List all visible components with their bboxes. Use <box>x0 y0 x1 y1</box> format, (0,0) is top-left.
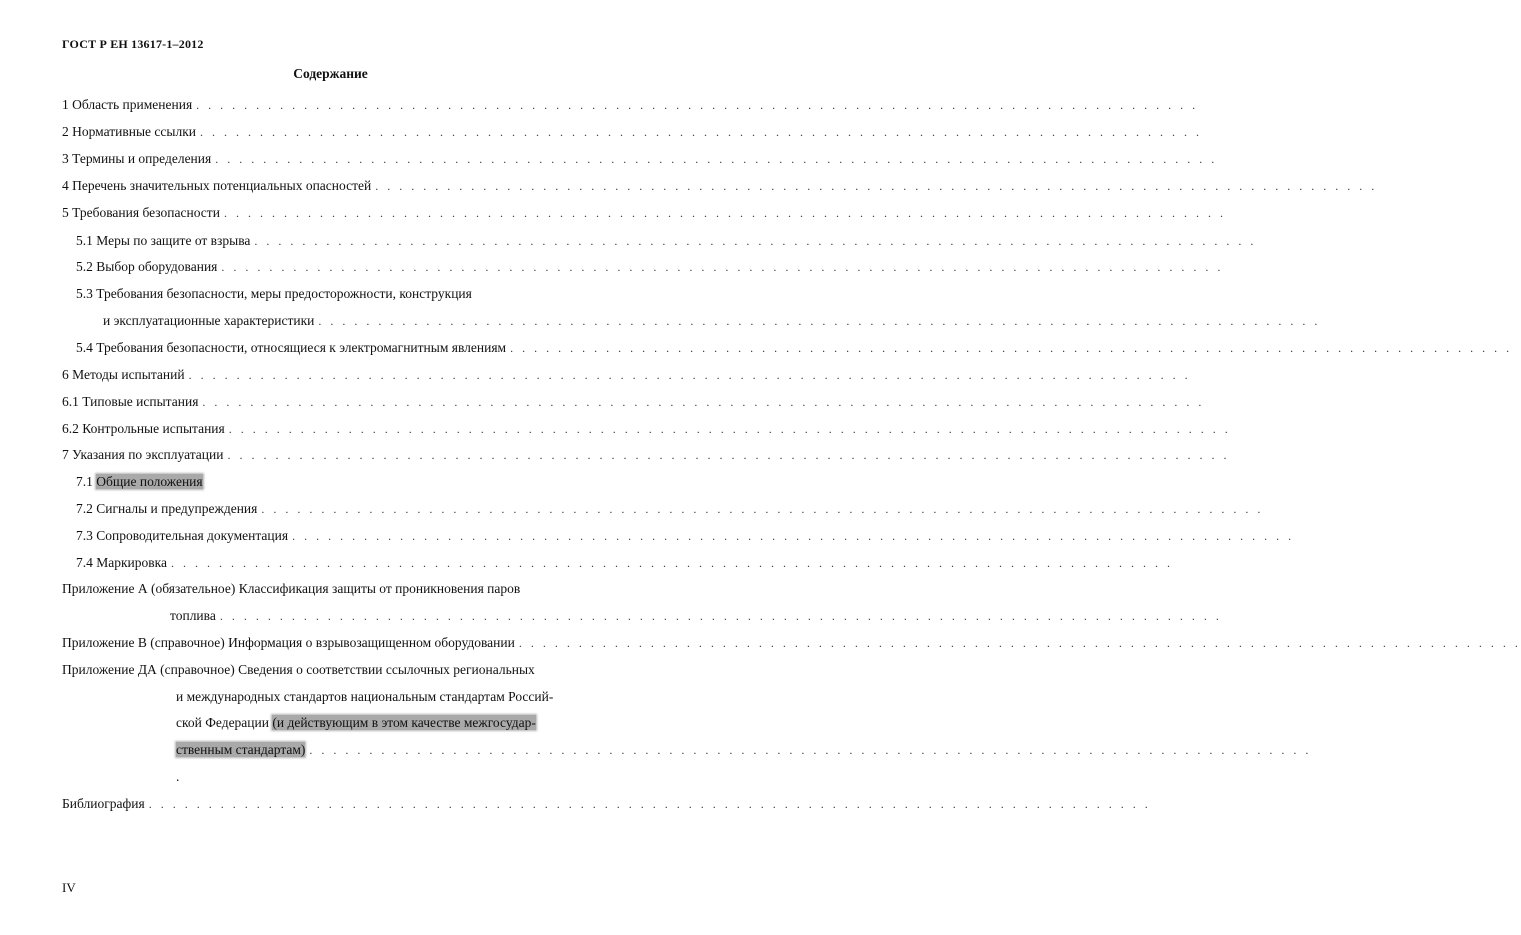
toc-entry-7-1[interactable] <box>76 473 613 491</box>
toc-entry-appendix-da-line4[interactable]: ственным стандартам) . . . . . . . . . . . . . . . . . . . . . . . . . . . . . . . . . . . . . . . . . . . . . . . . . . . . . . . . . . . . . . . . . . . . . . . . . . . . . . . . . . . . <box>176 742 1312 757</box>
toc-entry-bibliography[interactable]: Библиография . . . . . . . . . . . . . . . . . . . . . . . . . . . . . . . . . . . . . . . . . . . . . . . . . . . . . . . . . . . . . . . . . . . . . . . . . . . . . . . . . . . . <box>62 796 1151 811</box>
toc-entry-7[interactable]: 7 Указания по эксплуатации . . . . . . . . . . . . . . . . . . . . . . . . . . . . . . . . . . . . . . . . . . . . . . . . . . . . . . . . . . . . . . . . . . . . . . . . . . . . . . . . . . . . <box>62 447 1230 462</box>
toc-entry-appendix-da-line2[interactable]: и международных стандартов национальным стандартам Россий- <box>176 689 554 704</box>
toc-entry-5-3-line1[interactable]: 5.3 Требования безопасности, меры предосторожности, конструкция <box>76 286 472 301</box>
toc-entry-7-3[interactable]: 7.3 Сопроводительная документация . . . . . . . . . . . . . . . . . . . . . . . . . . . . . . . . . . . . . . . . . . . . . . . . . . . . . . . . . . . . . . . . . . . . . . . . . . . . . . . . . . . . <box>76 528 1295 543</box>
toc-entry-6-2[interactable]: 6.2 Контрольные испытания . . . . . . . . . . . . . . . . . . . . . . . . . . . . . . . . . . . . . . . . . . . . . . . . . . . . . . . . . . . . . . . . . . . . . . . . . . . . . . . . . . . . <box>62 421 1231 436</box>
appendix-da-text: ской Федерации <box>176 715 269 730</box>
highlighted-text: ственным стандартам) <box>176 742 306 757</box>
toc-entry-5-2[interactable]: 5.2 Выбор оборудования . . . . . . . . . . . . . . . . . . . . . . . . . . . . . . . . . . . . . . . . . . . . . . . . . . . . . . . . . . . . . . . . . . . . . . . . . . . . . . . . . . . . <box>76 259 1224 274</box>
toc-entry-appendix-da-line1[interactable]: Приложение ДА (справочное) Сведения о соответствии ссылочных региональных <box>62 662 535 677</box>
page-title: Содержание <box>293 66 368 81</box>
toc-entry-7-2[interactable]: 7.2 Сигналы и предупреждения . . . . . . . . . . . . . . . . . . . . . . . . . . . . . . . . . . . . . . . . . . . . . . . . . . . . . . . . . . . . . . . . . . . . . . . . . . . . . . . . . . . . <box>76 501 1264 516</box>
toc-entry-6-1[interactable]: 6.1 Типовые испытания . . . . . . . . . . . . . . . . . . . . . . . . . . . . . . . . . . . . . . . . . . . . . . . . . . . . . . . . . . . . . . . . . . . . . . . . . . . . . . . . . . . . <box>62 394 1205 409</box>
toc-entry-7-1-number: 7.1 <box>76 474 93 489</box>
toc-entry-5-4[interactable]: 5.4 Требования безопасности, относящиеся к электромагнитным явлениям . . . . . . . . . . . . . . . . . . . . . . . . . . . . . . . . . . . . . . . . . . . . . . . . . . . . . . . . . . . . . . . . . . . . . . . . . . . . . . . . . . . . <box>76 340 1513 355</box>
toc-entry-4[interactable]: 4 Перечень значительных потенциальных опасностей . . . . . . . . . . . . . . . . . . . . . . . . . . . . . . . . . . . . . . . . . . . . . . . . . . . . . . . . . . . . . . . . . . . . . . . . . . . . . . . . . . . . <box>62 178 1378 193</box>
toc-entry-5[interactable]: 5 Требования безопасности . . . . . . . . . . . . . . . . . . . . . . . . . . . . . . . . . . . . . . . . . . . . . . . . . . . . . . . . . . . . . . . . . . . . . . . . . . . . . . . . . . . . <box>62 205 1226 220</box>
page-header: ГОСТ Р ЕН 13617-1–2012 <box>62 37 204 51</box>
toc-entry-1[interactable]: 1 Область применения . . . . . . . . . . . . . . . . . . . . . . . . . . . . . . . . . . . . . . . . . . . . . . . . . . . . . . . . . . . . . . . . . . . . . . . . . . . . . . . . . . . . <box>62 97 1199 112</box>
toc-entry-appendix-a-line2[interactable]: топлива . . . . . . . . . . . . . . . . . . . . . . . . . . . . . . . . . . . . . . . . . . . . . . . . . . . . . . . . . . . . . . . . . . . . . . . . . . . . . . . . . . . . <box>170 608 1222 623</box>
toc-entry-appendix-da-line5[interactable]: . <box>176 769 180 784</box>
highlighted-text: Общие положения <box>96 474 203 489</box>
toc-entry-2[interactable]: 2 Нормативные ссылки . . . . . . . . . . . . . . . . . . . . . . . . . . . . . . . . . . . . . . . . . . . . . . . . . . . . . . . . . . . . . . . . . . . . . . . . . . . . . . . . . . . . <box>62 124 1202 139</box>
highlighted-text: (и действующим в этом качестве межгосудар- <box>272 715 536 730</box>
toc-entry-3[interactable]: 3 Термины и определения . . . . . . . . . . . . . . . . . . . . . . . . . . . . . . . . . . . . . . . . . . . . . . . . . . . . . . . . . . . . . . . . . . . . . . . . . . . . . . . . . . . . <box>62 151 1218 166</box>
toc-entry-appendix-b[interactable]: Приложение В (справочное) Информация о взрывозащищенном оборудовании . . . . . . . . . . . . . . . . . . . . . . . . . . . . . . . . . . . . . . . . . . . . . . . . . . . . . . . . . . . . . . . . . . . . . . . . . . . . . . . . . . . . <box>62 635 1521 650</box>
toc-entry-7-4[interactable]: 7.4 Маркировка . . . . . . . . . . . . . . . . . . . . . . . . . . . . . . . . . . . . . . . . . . . . . . . . . . . . . . . . . . . . . . . . . . . . . . . . . . . . . . . . . . . . <box>76 555 1173 570</box>
toc-entry-appendix-da-line3[interactable] <box>176 714 613 732</box>
toc-entry-appendix-a-line1[interactable]: Приложение А (обязательное) Классификация защиты от проникновения паров <box>62 581 521 596</box>
toc-entry-5-3-line2[interactable]: и эксплуатационные характеристики . . . . . . . . . . . . . . . . . . . . . . . . . . . . . . . . . . . . . . . . . . . . . . . . . . . . . . . . . . . . . . . . . . . . . . . . . . . . . . . . . . . . <box>103 313 1321 328</box>
toc-entry-6[interactable]: 6 Методы испытаний . . . . . . . . . . . . . . . . . . . . . . . . . . . . . . . . . . . . . . . . . . . . . . . . . . . . . . . . . . . . . . . . . . . . . . . . . . . . . . . . . . . . <box>62 367 1191 382</box>
toc-entry-5-1[interactable]: 5.1 Меры по защите от взрыва . . . . . . . . . . . . . . . . . . . . . . . . . . . . . . . . . . . . . . . . . . . . . . . . . . . . . . . . . . . . . . . . . . . . . . . . . . . . . . . . . . . . <box>76 233 1257 248</box>
page-number: IV <box>62 880 76 895</box>
